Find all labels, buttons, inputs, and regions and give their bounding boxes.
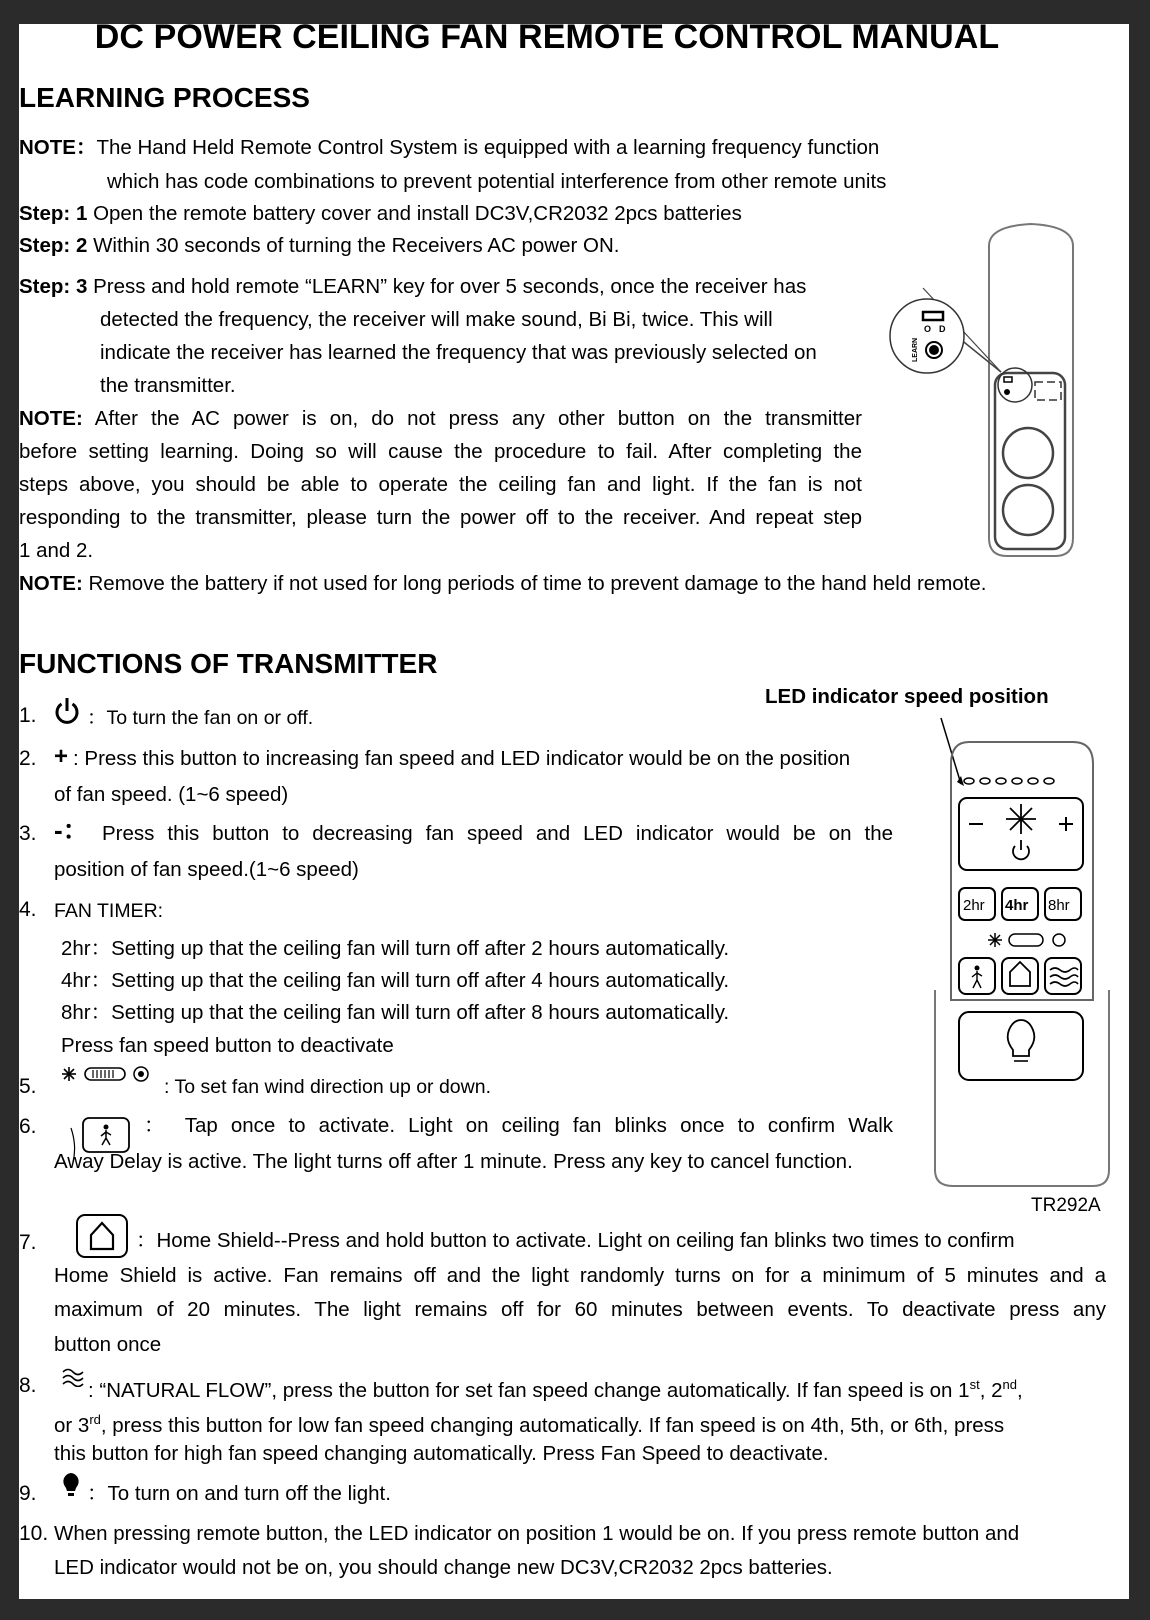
remote-front-illustration [909,700,1129,1220]
timer-8hr-label: 8hr [1048,897,1070,914]
fan-timer-title: FAN TIMER: [54,900,164,922]
item-8-number: 8. [19,1374,37,1397]
mini-dip-switch [1004,377,1012,382]
remote-summer-icon [988,933,1002,947]
item-2-line1: : Press this button to increasing fan speed and LED indicator would be on the position [73,747,851,770]
natural-flow-icon [61,1365,87,1387]
note2-line2: before setting learning. Doing so will cause the procedure to fail. After completing the [19,440,862,463]
note2-line5: 1 and 2. [19,539,94,562]
note3-text: Remove the battery if not used for long periods of time to prevent damage to the hand held remote. [88,572,987,595]
functions-heading: FUNCTIONS OF TRANSMITTER [19,648,438,679]
item-7-number: 7. [19,1231,37,1254]
step2 [19,234,619,258]
sup-rd: rd [89,1412,101,1427]
item-3-number: 3. [19,822,37,845]
led-indicators [964,778,1054,784]
item-8-text-e: , press this button for low fan speed changing automatically. If fan speed is on 4th, 5th, or 6th, press [100,1413,1005,1437]
dip-label-d: D [939,324,946,334]
item-7-line3: maximum of 20 minutes. The light remains off for 60 minutes between events. To deactivate press any [54,1298,1106,1321]
timer-4hr-label: 4hr [1005,897,1029,914]
item-3-line2: position of fan speed.(1~6 speed) [54,858,359,881]
step2-label: Step: 2 [19,234,88,257]
item-1-text: ：To turn the fan on or off. [87,707,314,729]
item-8-line1 [88,1373,1023,1403]
step1 [19,202,742,226]
remote-direction-switch [1009,934,1043,946]
note2-line1 [19,407,862,431]
learn-label: LEARN [912,337,919,362]
timer-2hr-label: 2hr [963,897,985,914]
item-9-number: 9. [19,1482,37,1505]
item-8-line3: this button for high fan speed changing automatically. Press Fan Speed to deactivate. [54,1442,829,1465]
item-9-text: ：To turn on and turn off the light. [87,1482,391,1505]
sup-st: st [969,1377,980,1392]
fan-direction-icon [59,1064,159,1088]
sup-nd: nd [1002,1377,1017,1392]
plus-button-icon [1059,817,1073,831]
light-button [959,1012,1083,1080]
item-3-line1: Press this button to decreasing fan speed and LED indicator would be on the [102,822,893,845]
mini-label-area [1035,382,1061,400]
item-2-line2: of fan speed. (1~6 speed) [54,783,289,806]
dip-label-o: O [924,324,932,334]
fan-icon [1006,804,1036,834]
learn-detail-circle [890,299,964,373]
bulb-icon [1008,1020,1035,1056]
item-4-number: 4. [19,898,37,921]
note3 [19,572,986,596]
mini-learn-button [1004,389,1010,395]
item-5-number: 5. [19,1075,37,1098]
note2-line4: responding to the transmitter, please turn the power off to the receiver. And repeat step [19,506,862,529]
model-number: TR292A [1031,1195,1101,1216]
plus-symbol: + [54,743,69,770]
summer-icon [62,1067,76,1081]
timer-8hr: 8hr：Setting up that the ceiling fan will turn off after 8 hours automatically. [61,1001,730,1024]
manual-page [19,24,1129,1599]
timer-2hr: 2hr：Setting up that the ceiling fan will turn off after 2 hours automatically. [61,937,730,960]
item-6-line1: ： Tap once to activate. Light on ceiling fan blinks once to confirm Walk [144,1114,893,1137]
step3-line4: the transmitter. [100,374,236,397]
note1-label: NOTE： [19,136,97,159]
item-1-number: 1. [19,704,37,727]
item-8-text-c: , [1016,1378,1023,1402]
winter-icon [134,1067,148,1081]
step3-line3: indicate the receiver has learned the frequency that was previously selected on [100,341,817,364]
wave-icon [1050,968,1078,986]
step3-line1 [19,275,806,299]
item-7-line4: button once [54,1333,162,1356]
item-10-line2: LED indicator would not be on, you should change new DC3V,CR2032 2pcs batteries. [54,1556,833,1579]
power-icon [53,696,81,726]
step3-text: Press and hold remote “LEARN” key for over 5 seconds, once the receiver has [93,275,807,298]
item-8-text-a: : “NATURAL FLOW”, press the button for set fan speed change automatically. If fan speed is on 1 [88,1378,970,1402]
step1-text: Open the remote battery cover and install DC3V,CR2032 2pcs batteries [93,202,742,225]
home-shield-button [1002,958,1038,994]
item-10-line1: When pressing remote button, the LED indicator on position 1 would be on. If you press remote button and [54,1522,1020,1545]
note2-label: NOTE: [19,407,83,430]
timer-deactivate: Press fan speed button to deactivate [61,1034,394,1057]
note1-line1 [19,136,879,160]
step3-line2: detected the frequency, the receiver will make sound, Bi Bi, twice. This will [100,308,773,331]
note2-text: After the AC power is on, do not press any other button on the transmitter [94,407,862,430]
item-6-number: 6. [19,1115,37,1138]
learning-heading: LEARNING PROCESS [19,82,310,113]
item-5-text: : To set fan wind direction up or down. [164,1076,491,1098]
home-icon [1010,962,1030,986]
item-8-text-b: , 2 [979,1378,1003,1402]
item-7-line1: ：Home Shield--Press and hold button to activate. Light on ceiling fan blinks two times to confirm [136,1229,1015,1252]
minus-symbol: -： [54,815,89,845]
item-6-line2: Away Delay is active. The light turns off after 1 minute. Press any key to cancel function. [54,1150,853,1173]
note2-line3: steps above, you should be able to operate the ceiling fan and light. If the fan is not [19,473,862,496]
step3-label: Step: 3 [19,275,88,298]
item-8-text-d: or 3 [54,1413,90,1437]
battery-slot-2 [1003,485,1053,535]
step1-label: Step: 1 [19,202,88,225]
note3-label: NOTE: [19,572,83,595]
note1-text: The Hand Held Remote Control System is equipped with a learning frequency function [96,136,880,159]
item-2-number: 2. [19,747,37,770]
timer-4hr: 4hr：Setting up that the ceiling fan will turn off after 4 hours automatically. [61,969,730,992]
battery-slot-1 [1003,428,1053,478]
learn-button-icon [929,345,939,355]
remote-winter-icon [1053,934,1065,946]
item-10-number: 10. [19,1522,49,1545]
note1-line2: which has code combinations to prevent potential interference from other remote units [107,170,887,193]
item-7-line2: Home Shield is active. Fan remains off and the light randomly turns on for a minimum of 5 minutes and a [54,1264,1106,1287]
remote-back-illustration [889,220,1129,560]
step2-text: Within 30 seconds of turning the Receivers AC power ON. [93,234,620,257]
home-shield-icon [75,1213,129,1259]
led-caption: LED indicator speed position [765,685,1049,708]
page-title: DC POWER CEILING FAN REMOTE CONTROL MANUAL [94,24,1000,56]
light-bulb-icon [61,1472,81,1500]
item-8-line2 [54,1408,1004,1438]
